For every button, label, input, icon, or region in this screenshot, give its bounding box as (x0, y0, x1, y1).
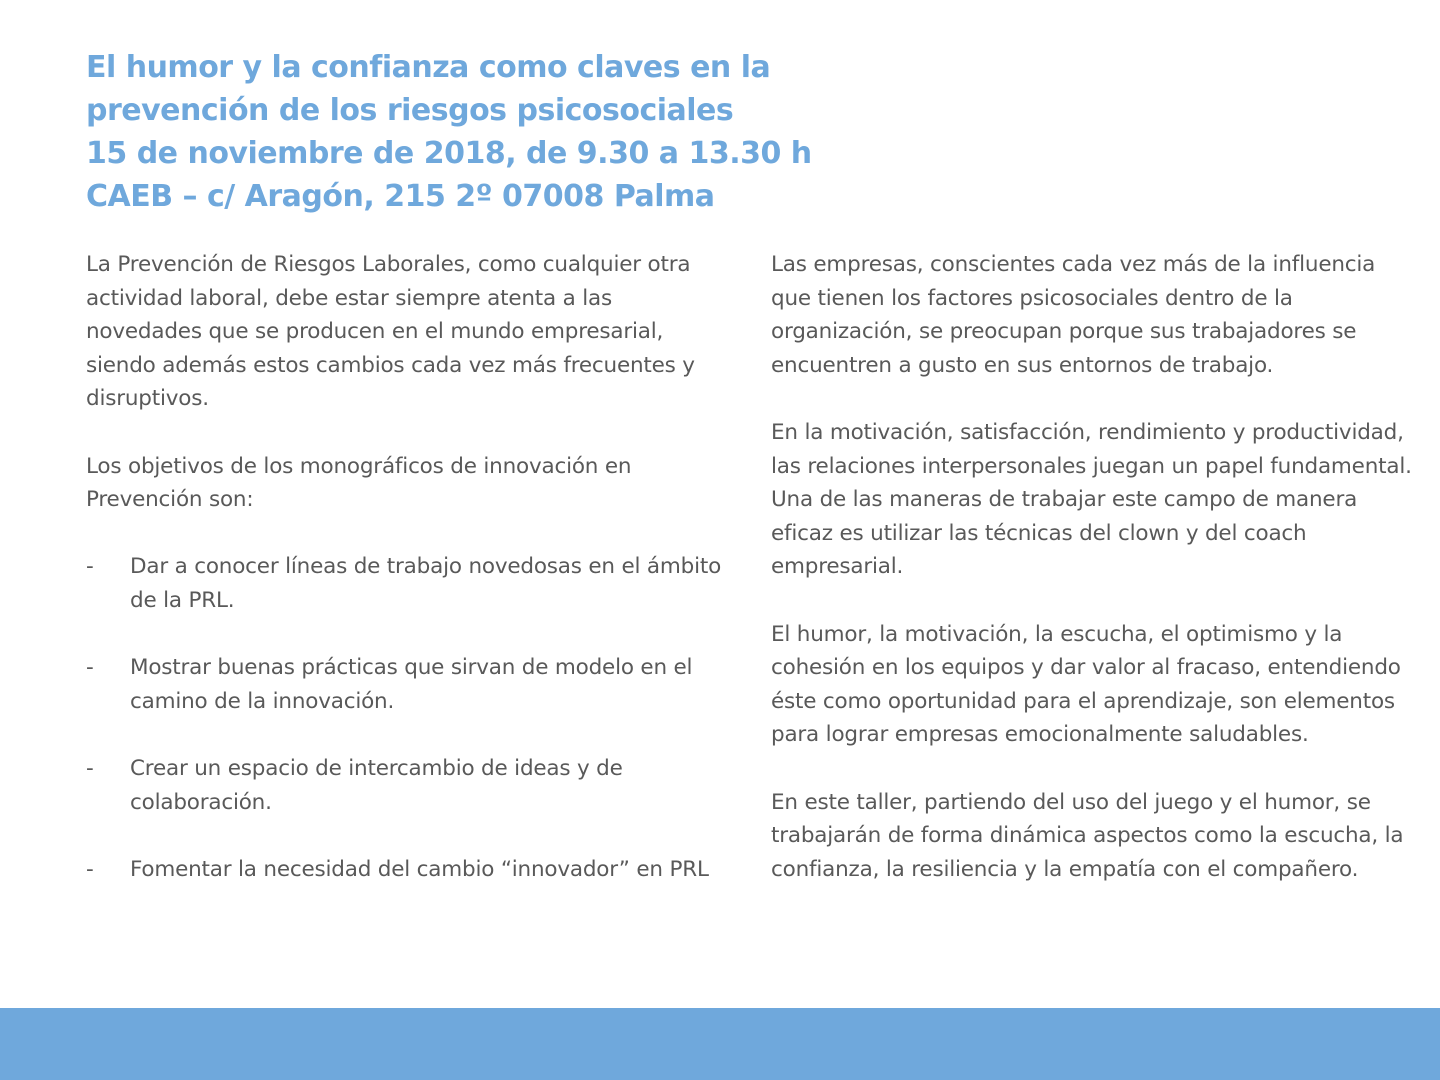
objective-item (86, 853, 726, 887)
spacer (86, 517, 726, 551)
spacer (771, 382, 1416, 416)
left-column (86, 248, 726, 886)
page-title (86, 46, 986, 218)
objective-text: Crear un espacio de intercambio de ideas y de colaboración. (130, 755, 623, 815)
objective-text: Dar a conocer líneas de trabajo novedosas en el ámbito de la PRL. (130, 554, 722, 613)
objective-text: Mostrar buenas prácticas que sirvan de modelo en el camino de la innovación. (130, 655, 693, 714)
title-line-1: El humor y la confianza como claves en la (86, 50, 771, 85)
objective-item (86, 752, 726, 819)
title-line-2: prevención de los riesgos psicosociales (86, 93, 734, 128)
spacer (86, 416, 726, 450)
event-date-line: 15 de noviembre de 2018, de 9.30 a 13.30 h (86, 136, 812, 171)
context-paragraph: En la motivación, satisfacción, rendimiento y productividad, las relaciones interpersonales juegan un papel fundamental. Una de las maneras de trabajar este campo de manera eficaz es utilizar las técnicas del clown y del coach empresarial. (771, 419, 1412, 580)
spacer (771, 584, 1416, 618)
spacer (771, 752, 1416, 786)
bullet-dash: - (86, 755, 94, 781)
footer-bar (0, 1008, 1440, 1080)
bullet-dash: - (86, 856, 94, 882)
spacer (86, 819, 726, 853)
intro-paragraph: La Prevención de Riesgos Laborales, como cualquier otra actividad laboral, debe estar siempre atenta a las novedades que se producen en el mundo empresarial, siendo además estos cambios cada vez más frecuentes y disruptivos. (86, 252, 695, 412)
objectives-heading: Los objetivos de los monográficos de innovación en Prevención son: (86, 453, 632, 513)
bullet-dash: - (86, 554, 94, 580)
context-paragraph: El humor, la motivación, la escucha, el optimismo y la cohesión en los equipos y dar valor al fracaso, entendiendo éste como oportunidad para el aprendizaje, son elementos para lograr empresas emocionalmente saludables. (771, 621, 1401, 748)
objective-text: Fomentar la necesidad del cambio “innovador” en PRL (130, 856, 709, 882)
objective-item (86, 550, 726, 617)
objective-item (86, 651, 726, 718)
spacer (86, 718, 726, 752)
workshop-paragraph: En este taller, partiendo del uso del juego y el humor, se trabajarán de forma dinámica aspectos como la escucha, la confianza, la resiliencia y la empatía con el compañero. (771, 789, 1404, 882)
bullet-dash: - (86, 655, 94, 681)
spacer (86, 618, 726, 652)
context-paragraph: Las empresas, conscientes cada vez más de la influencia que tienen los factores psicosociales dentro de la organización, se preocupan porque sus trabajadores se encuentren a gusto en sus entornos de trabajo. (771, 252, 1376, 378)
right-column (771, 248, 1416, 886)
event-location-line: CAEB – c/ Aragón, 215 2º 07008 Palma (86, 179, 715, 214)
